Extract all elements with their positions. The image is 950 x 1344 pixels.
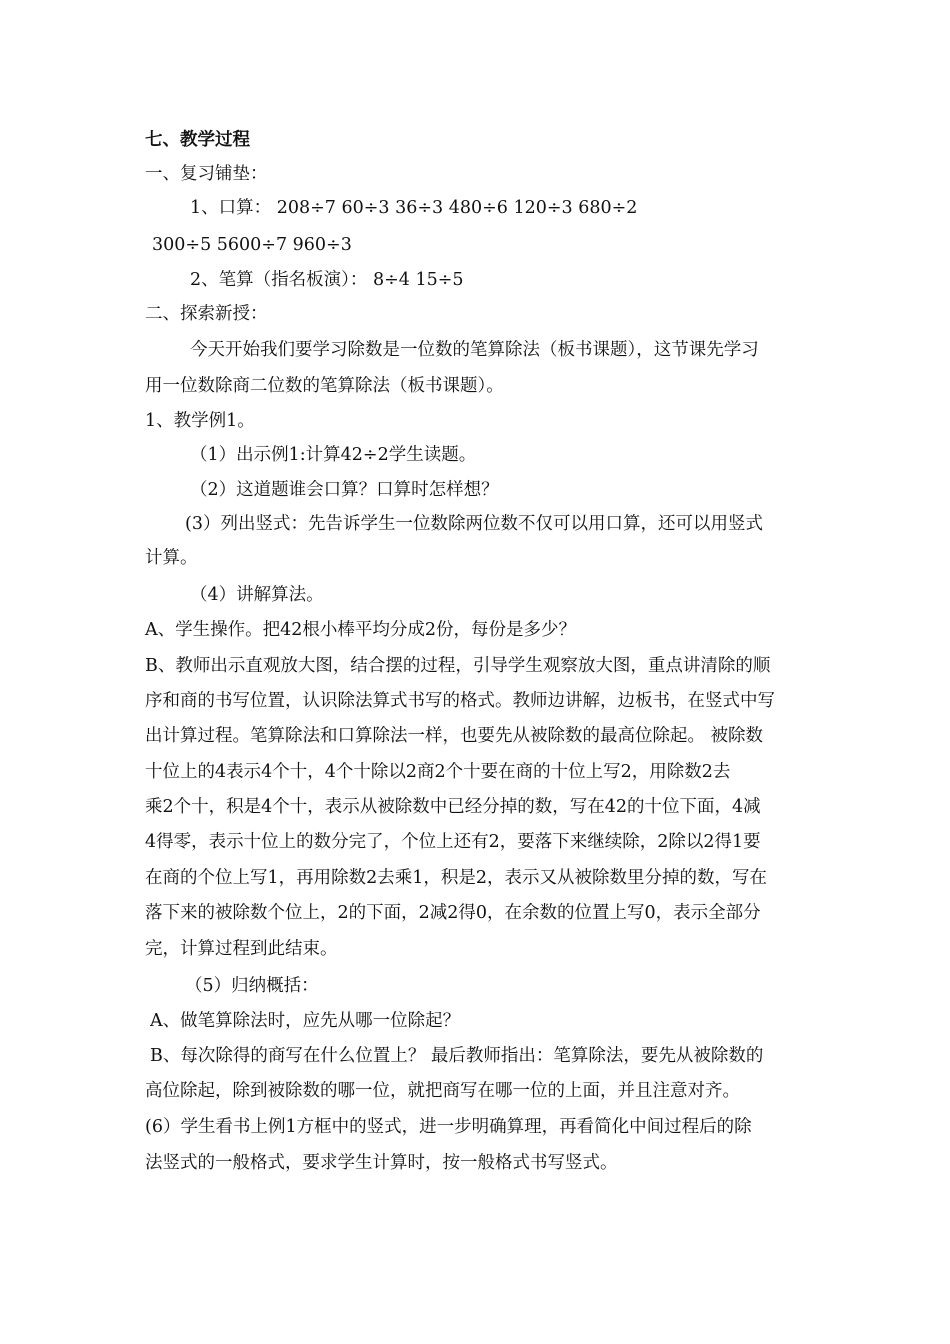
intro-paragraph-line-2: 用一位数除商二位数的笔算除法（板书课题）。 [145, 376, 504, 396]
step-b-line: 完，计算过程到此结束。 [145, 939, 338, 959]
summary-b-line-2: 高位除起，除到被除数的哪一位，就把商写在哪一位的上面，并且注意对齐。 [145, 1081, 740, 1101]
step-b-line: 乘2个十，积是4个十，表示从被除数中已经分掉的数，写在42的十位下面，4减 [145, 797, 761, 817]
oral-calc-line-1: 1、口算： 208÷7 60÷3 36÷3 480÷6 120÷3 680÷2 [190, 198, 638, 218]
step-4: （4）讲解算法。 [190, 585, 324, 605]
oral-calc-line-2: 300÷5 5600÷7 960÷3 [152, 235, 352, 255]
step-2: （2）这道题谁会口算？口算时怎样想？ [190, 480, 499, 500]
step-b-line: 4得零，表示十位上的数分完了，个位上还有2，要落下来继续除，2除以2得1要 [145, 832, 761, 852]
example-title: 1、教学例1。 [145, 411, 255, 431]
step-b-line: 落下来的被除数个位上，2的下面，2减2得0，在余数的位置上写0，表示全部分 [145, 903, 761, 923]
step-5: （5）归纳概括： [185, 976, 319, 996]
section-heading: 七、教学过程 [145, 130, 250, 150]
step-3-line-2: 计算。 [145, 548, 198, 568]
step-b-line: B、教师出示直观放大图，结合摆的过程，引导学生观察放大图，重点讲清除的顺 [145, 656, 771, 676]
step-a: A、学生操作。把42根小棒平均分成2份，每份是多少？ [145, 620, 577, 640]
step-6-line-1: (6）学生看书上例1方框中的竖式，进一步明确算理，再看简化中间过程后的除 [145, 1117, 752, 1137]
summary-b-line-1: B、每次除得的商写在什么位置上？ 最后教师指出：笔算除法，要先从被除数的 [150, 1046, 764, 1066]
written-calc-line: 2、笔算（指名板演）： 8÷4 15÷5 [190, 270, 464, 290]
summary-a: A、做笔算除法时，应先从哪一位除起？ [150, 1011, 461, 1031]
step-b-line: 出计算过程。笔算除法和口算除法一样，也要先从被除数的最高位除起。 被除数 [145, 726, 764, 746]
review-section-title: 一、复习铺垫： [145, 164, 268, 184]
step-b-line: 十位上的4表示4个十，4个十除以2商2个十要在商的十位上写2，用除数2去 [145, 762, 731, 782]
new-lesson-section-title: 二、探索新授： [145, 304, 268, 324]
step-3-line-1: (3）列出竖式：先告诉学生一位数除两位数不仅可以用口算，还可以用竖式 [185, 514, 763, 534]
step-1: （1）出示例1:计算42÷2学生读题。 [190, 445, 477, 465]
step-b-line: 在商的个位上写1，再用除数2去乘1，积是2，表示又从被除数里分掉的数，写在 [145, 868, 768, 888]
intro-paragraph-line-1: 今天开始我们要学习除数是一位数的笔算除法（板书课题），这节课先学习 [190, 340, 759, 360]
step-6-line-2: 法竖式的一般格式，要求学生计算时，按一般格式书写竖式。 [145, 1153, 618, 1173]
step-b-line: 序和商的书写位置，认识除法算式书写的格式。教师边讲解，边板书，在竖式中写 [145, 691, 775, 711]
